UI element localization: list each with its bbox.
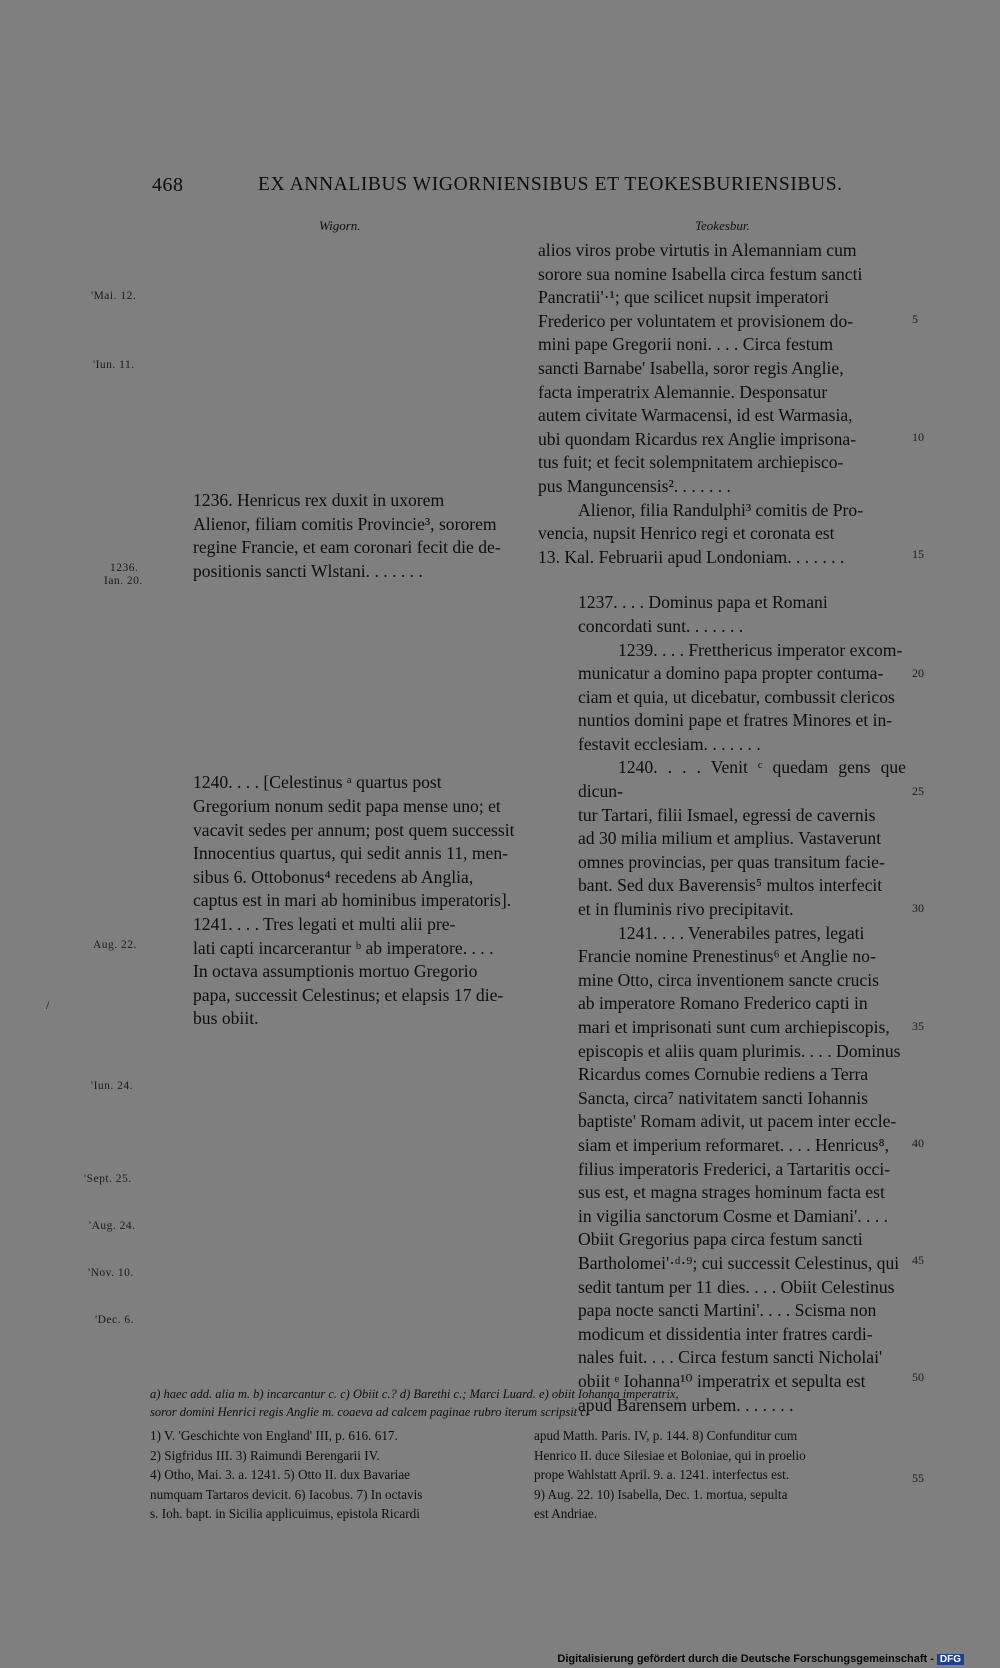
margin-date: 'Iun. 24. <box>91 1080 134 1092</box>
dfg-credit <box>557 1653 964 1665</box>
text-line: sus est, et magna strages hominum facta est <box>578 1182 885 1203</box>
text-line: bus obiit. <box>193 1008 259 1029</box>
footnote-line: 9) Aug. 22. 10) Isabella, Dec. 1. mortua, sepulta <box>534 1486 788 1502</box>
text-line: filius imperatoris Frederici, a Tartaritis occi- <box>578 1158 891 1179</box>
text-line: modicum et dissidentia inter fratres cardi- <box>578 1323 873 1344</box>
line-number: 30 <box>912 901 924 915</box>
line-number: 50 <box>912 1370 924 1384</box>
footnote-line: 4) Otho, Mai. 3. a. 1241. 5) Otto II. dux Bavariae <box>150 1467 411 1483</box>
line-number: 15 <box>912 547 924 561</box>
text-line: Innocentius quartus, qui sedit annis 11, men- <box>193 843 509 864</box>
text-line: Alienor, filia Randulphi³ comitis de Pro- <box>578 499 864 520</box>
line-number: 25 <box>912 784 924 798</box>
margin-date: 'Mai. 12. <box>91 290 137 302</box>
line-number: 40 <box>912 1136 924 1150</box>
credit-text: Digitalisierung gefördert durch die Deutsche Forschungsgemeinschaft - <box>557 1653 934 1665</box>
text-line: apud Barensem urbem. . . . . . . <box>578 1394 794 1415</box>
text-line: 1240. . . . [Celestinus ᵃ quartus post <box>193 772 442 793</box>
margin-date: Aug. 22. <box>93 939 137 951</box>
text-line: facta imperatrix Alemannie. Desponsatur <box>538 381 828 402</box>
note-line: a) haec add. alia m. b) incarcantur c. c) Obiit c.? d) Barethi c.; Marci Luard. e) obiit Iohanna imperatrix, <box>150 1387 679 1401</box>
text-line: mari et imprisonati sunt cum archiepiscopis, <box>578 1017 890 1037</box>
text-line: Ricardus comes Cornubie rediens a Terra <box>578 1064 869 1085</box>
text-line: baptiste' Romam adivit, ut pacem inter eccle- <box>578 1111 897 1132</box>
text-line: tus fuit; et fecit solempnitatem archiepisco- <box>538 452 844 473</box>
text-line: Gregorium nonum sedit papa mense uno; et <box>193 795 501 816</box>
footnotes-right <box>534 1426 904 1524</box>
running-title: EX ANNALIBUS WIGORNIENSIBUS ET TEOKESBURIENSIBUS. <box>258 174 843 195</box>
text-line: papa, successit Celestinus; et elapsis 17 die- <box>193 984 504 1005</box>
text-line: vencia, nupsit Henrico regi et coronata est <box>538 523 835 544</box>
text-line: 1239. . . . Fretthericus imperator excom- <box>618 639 903 660</box>
line-number: 35 <box>912 1019 924 1033</box>
text-line: positionis sancti Wlstani. . . . . . . <box>193 560 423 581</box>
entry-continuation <box>538 239 906 569</box>
text-line: pus Manguncensis². . . . . . . <box>538 475 731 496</box>
text-line: ab imperatore Romano Frederico capti in <box>578 993 868 1014</box>
text-line: 1240. . . . Venit ᶜ quedam gens que dicun- <box>578 757 906 802</box>
text-line: sibus 6. Ottobonus⁴ recedens ab Anglia, <box>193 866 474 887</box>
text-line: obiit ᵉ Iohanna¹⁰ imperatrix et sepulta est <box>578 1370 866 1391</box>
text-line: ubi quondam Ricardus rex Anglie imprisona- <box>538 428 857 449</box>
text-line: ad 30 milia milium et amplius. Vastaverunt <box>578 828 882 849</box>
margin-date: 'Aug. 24. <box>89 1220 136 1232</box>
text-line: 1241. . . . Tres legati et multi alii pre- <box>193 913 456 934</box>
text-line: sedit tantum per 11 dies. . . . Obiit Celestinus <box>578 1276 895 1297</box>
line-number: 10 <box>912 430 924 444</box>
line-number: 45 <box>912 1253 924 1267</box>
text-line: concordati sunt. . . . . . . <box>578 615 744 636</box>
line-number: 5 <box>912 312 918 326</box>
text-line: tur Tartari, filii Ismael, egressi de cavernis <box>578 804 876 825</box>
text-line: sancti Barnabe' Isabella, soror regis Anglie, <box>538 357 844 378</box>
line-number: 20 <box>912 666 924 680</box>
text-line: 1237. . . . Dominus papa et Romani <box>578 592 828 613</box>
footnote-line: 1) V. 'Geschichte von England' III, p. 616. 617. <box>150 1428 398 1443</box>
text-line: captus est in mari ab hominibus imperatoris]. <box>193 890 512 911</box>
text-line: In octava assumptionis mortuo Gregorio <box>193 961 478 982</box>
text-line: autem civitate Warmacensi, id est Warmasia, <box>538 405 853 426</box>
text-line: in vigilia sanctorum Cosme et Damiani'. . . . <box>578 1205 889 1226</box>
footnote-line: est Andriae. <box>534 1506 597 1522</box>
text-line: 13. Kal. Februarii apud Londoniam. . . . . . . <box>538 546 845 567</box>
text-line: et in fluminis rivo precipitavit. <box>578 899 794 920</box>
text-line: vacavit sedes per annum; post quem successit <box>193 819 515 840</box>
critical-notes <box>150 1385 906 1421</box>
text-line: episcopis et aliis quam plurimis. . . . Dominus <box>578 1040 901 1061</box>
stray-mark: / <box>46 998 50 1012</box>
text-line: 1236. Henricus rex duxit in uxorem <box>193 490 445 510</box>
margin-date: 1236. <box>110 562 139 574</box>
text-line: Alienor, filiam comitis Provincie³, sororem <box>193 513 497 534</box>
margin-date: 'Dec. 6. <box>95 1314 134 1326</box>
column-head-left: Wigorn. <box>319 218 361 233</box>
margin-date: 'Nov. 10. <box>88 1267 134 1279</box>
text-line: 1241. . . . Venerabiles patres, legati <box>618 922 865 943</box>
text-line: omnes provincias, per quas transitum facie- <box>578 851 885 872</box>
text-line: nuntios domini pape et fratres Minores et in- <box>578 710 893 731</box>
entries-1237-1241 <box>538 591 906 1417</box>
text-line: municatur a domino papa propter contuma- <box>578 663 884 684</box>
footnote-line: s. Ioh. bapt. in Sicilia applicuimus, epistola Ricardi <box>150 1506 420 1522</box>
dfg-logo: DFG <box>937 1654 964 1665</box>
footnote-line: 2) Sigfridus III. 3) Raimundi Berengarii IV. <box>150 1447 380 1463</box>
text-line: Bartholomei'·ᵈ·⁹; cui successit Celestinus, qui <box>578 1252 900 1273</box>
text-line: sorore sua nomine Isabella circa festum sancti <box>538 263 863 284</box>
text-line: nales fuit. . . . Circa festum sancti Nicholai' <box>578 1347 883 1368</box>
text-line: papa nocte sancti Martini'. . . . Scisma non <box>578 1300 877 1321</box>
text-line: mini pape Gregorii noni. . . . Circa festum <box>538 334 834 355</box>
margin-date: Ian. 20. <box>104 575 143 587</box>
footnote-line: apud Matth. Paris. IV, p. 144. 8) Confunditur cum <box>534 1428 798 1443</box>
footnote-line: numquam Tartaros devicit. 6) Iacobus. 7) In octavis <box>150 1486 423 1502</box>
note-line: soror domini Henrici regis Anglie m. coaeva ad calcem paginae rubro iterum scripsit c. <box>150 1405 589 1419</box>
text-line: alios viros probe virtutis in Alemanniam cum <box>538 240 857 260</box>
footnote-line: prope Wahlstatt April. 9. a. 1241. interfectus est. <box>534 1467 790 1483</box>
text-line: regine Francie, et eam coronari fecit die de- <box>193 537 501 558</box>
text-line: ciam et quia, ut dicebatur, combussit clericos <box>578 686 895 707</box>
text-line: Frederico per voluntatem et provisionem do- <box>538 310 854 331</box>
column-head-right: Teokesbur. <box>695 218 750 233</box>
footnotes-left <box>150 1426 520 1524</box>
text-line: festavit ecclesiam. . . . . . . <box>578 733 761 754</box>
text-line: Pancratii'·¹; que scilicet nupsit imperatori <box>538 287 829 308</box>
right-column-teokesbur <box>538 239 906 1417</box>
margin-date: 'Sept. 25. <box>84 1173 132 1185</box>
text-line: Sancta, circa⁷ nativitatem sancti Iohannis <box>578 1087 868 1108</box>
text-line: lati capti incarcerantur ᵇ ab imperatore. . . . <box>193 937 494 958</box>
entry-1236 <box>153 489 521 583</box>
text-line: siam et imperium reformaret. . . . Henricus⁸, <box>578 1134 889 1155</box>
text-line: mine Otto, circa inventionem sancte crucis <box>578 969 879 990</box>
line-number: 55 <box>912 1471 924 1485</box>
text-line: bant. Sed dux Baverensis⁵ multos interfecit <box>578 875 883 896</box>
margin-date: 'Iun. 11. <box>93 359 135 371</box>
left-column-wigorn <box>153 489 521 1031</box>
entry-1240-1241 <box>153 771 521 1031</box>
text-line: Francie nomine Prenestinus⁶ et Anglie no- <box>578 946 876 967</box>
text-line: Obiit Gregorius papa circa festum sancti <box>578 1229 863 1250</box>
footnote-line: Henrico II. duce Silesiae et Boloniae, qui in proelio <box>534 1447 806 1463</box>
page-number: 468 <box>152 174 184 196</box>
